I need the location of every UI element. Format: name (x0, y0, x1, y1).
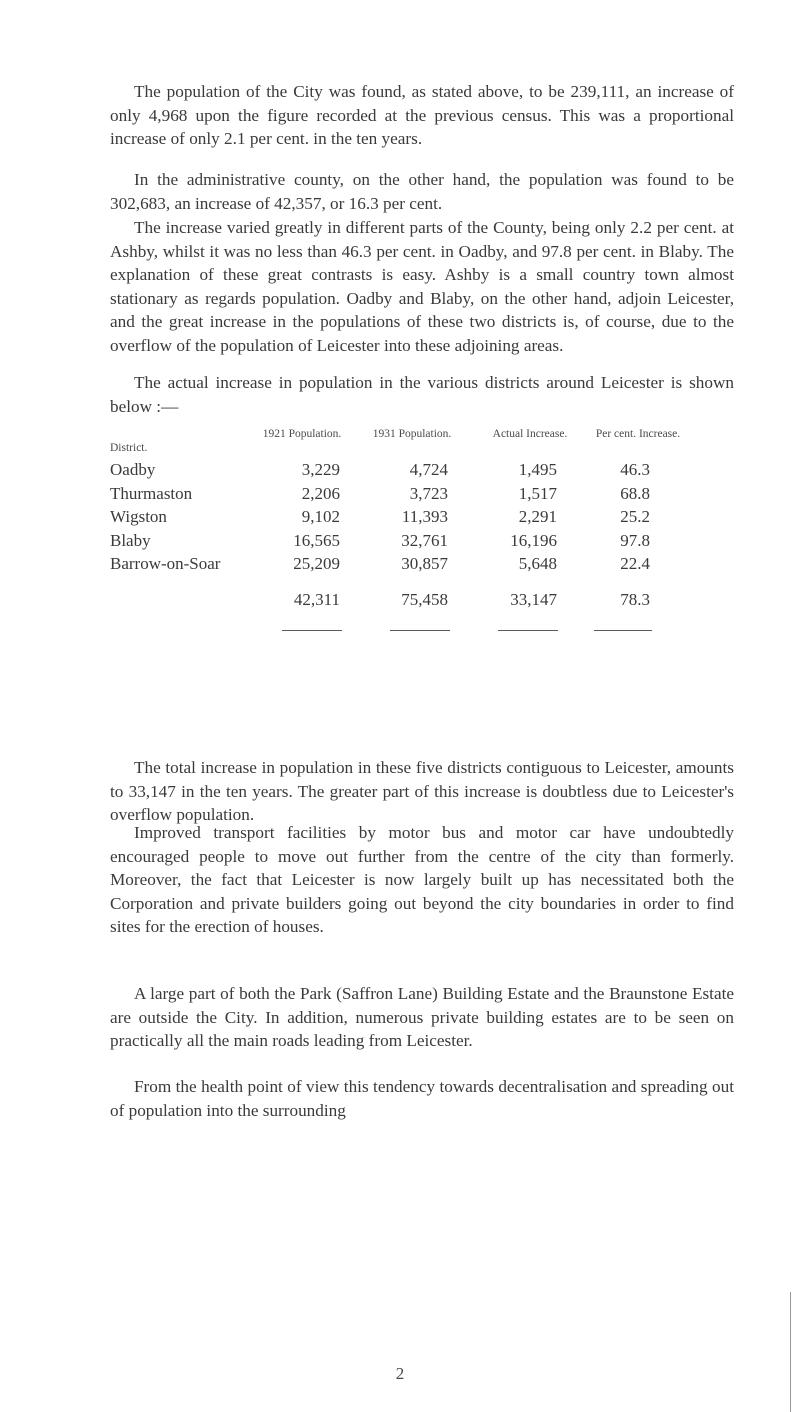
paragraph-increase-variation (110, 216, 734, 358)
table-row (110, 482, 740, 506)
header-1921-population: 1921 Population. (262, 428, 342, 440)
total-1931: 75,458 (401, 589, 448, 609)
population-1921: 3,229 (301, 460, 340, 479)
population-1921: 25,209 (293, 554, 340, 574)
paragraph-county-population (110, 168, 734, 215)
paragraph-text: A large part of both the Park (Saffron Lane) Building Estate and the Braunstone Estate are outside the City. In addition, numerous private building estates are to be seen on practically all the main roads leading from Leicester. (110, 984, 734, 1051)
paragraph-text: In the administrative county, on the other hand, the population was found to be 302,683, an increase of 42,357, or 16.3 per cent. (110, 170, 734, 213)
paragraph-total-increase (110, 756, 734, 827)
table-row (110, 505, 740, 529)
table-row (110, 458, 740, 482)
paragraph-text: The increase varied greatly in different parts of the County, being only 2.2 per cent. at Ashby, whilst it was no less than 46.3 per cent. in Oadby, and 97.8 per cent. in Blaby. The explanation of these great contrasts is easy. Ashby is a small country town almost stationary as regards population. Oadby and Blaby, on the other hand, adjoin Leicester, and the great increase in the populations of these two districts is, of course, due to the overflow of the population of Leicester into these adjoining areas. (110, 218, 734, 355)
paragraph-table-intro (110, 371, 734, 418)
table-row (110, 552, 740, 576)
population-1931: 32,761 (401, 530, 448, 550)
population-1921: 2,206 (301, 483, 340, 503)
header-actual-increase: Actual Increase. (492, 428, 568, 440)
district-name: Wigston (110, 507, 167, 527)
population-1931: 3,723 (409, 483, 448, 503)
header-district: District. (110, 442, 148, 454)
population-1921: 16,565 (293, 530, 340, 550)
table-row (110, 529, 740, 553)
rule-bottom-1921 (282, 630, 342, 631)
page-edge-line (790, 1292, 791, 1412)
paragraph-building-estates (110, 982, 734, 1053)
percent-increase: 22.4 (620, 554, 650, 574)
page-number: 2 (395, 1364, 405, 1383)
population-1921: 9,102 (301, 507, 340, 527)
table-totals (110, 586, 740, 646)
paragraph-city-population (110, 80, 734, 151)
actual-increase: 5,648 (518, 554, 557, 574)
percent-increase: 68.8 (620, 483, 650, 503)
district-name: Blaby (110, 530, 151, 550)
district-name: Thurmaston (110, 483, 193, 503)
population-table (110, 428, 740, 646)
paragraph-health (110, 1075, 734, 1122)
population-1931: 4,724 (409, 460, 448, 479)
header-1931-population: 1931 Population. (372, 428, 452, 440)
paragraph-text: Improved transport facilities by motor bus and motor car have undoubtedly encouraged people to move out further from the centre of the city than formerly. Moreover, the fact that Leicester is now largely built up has necessitated both the Corporation and private builders going out beyond the city boundaries in order to find sites for the erection of houses. (110, 823, 734, 937)
percent-increase: 46.3 (620, 460, 650, 479)
paragraph-text: From the health point of view this tendency towards decentralisation and spreading out of population into the surrounding (110, 1077, 734, 1120)
total-percent-increase: 78.3 (620, 589, 650, 609)
rule-bottom-1931 (390, 630, 450, 631)
rule-bottom-pct (594, 630, 652, 631)
district-name: Barrow-on-Soar (110, 554, 221, 574)
population-1931: 30,857 (401, 554, 448, 574)
district-name: Oadby (110, 460, 156, 479)
actual-increase: 16,196 (510, 530, 557, 550)
percent-increase: 97.8 (620, 530, 650, 550)
header-percent-increase: Per cent. Increase. (595, 428, 681, 440)
actual-increase: 2,291 (518, 507, 557, 527)
total-actual-increase: 33,147 (510, 589, 557, 609)
table-header (110, 428, 740, 458)
rule-bottom-actual (498, 630, 558, 631)
total-1921: 42,311 (293, 589, 340, 609)
paragraph-text: The population of the City was found, as stated above, to be 239,111, an increase of only 4,968 upon the figure recorded at the previous census. This was a proportional increase of only 2.1 per cent. in the ten years. (110, 82, 734, 149)
actual-increase: 1,517 (518, 483, 557, 503)
percent-increase: 25.2 (620, 507, 650, 527)
paragraph-text: The actual increase in population in the various districts around Leicester is shown below :— (110, 373, 734, 416)
totals-row (110, 586, 740, 614)
paragraph-text: The total increase in population in these five districts contiguous to Leicester, amounts to 33,147 in the ten years. The greater part of this increase is doubtless due to Leicester's overflow population. (110, 758, 734, 825)
actual-increase: 1,495 (518, 460, 557, 479)
paragraph-transport (110, 821, 734, 939)
population-1931: 11,393 (401, 507, 448, 527)
